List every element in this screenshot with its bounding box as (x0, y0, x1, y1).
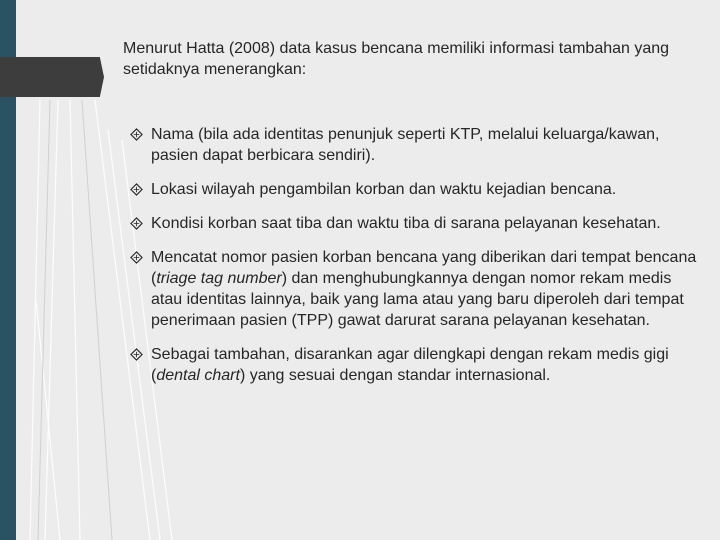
diamond-outline-icon (130, 348, 143, 361)
bullet-text: Kondisi korban saat tiba dan waktu tiba di sarana pelayanan kesehatan. (151, 215, 661, 232)
bullet-item (130, 247, 700, 331)
bullet-item (130, 124, 700, 166)
italic-term: triage tag number (156, 270, 282, 287)
bullet-text: Sebagai tambahan, disarankan agar dilengkapi dengan rekam medis gigi (dental chart) yang sesuai dengan standar internasional. (151, 346, 669, 384)
bullet-text: Lokasi wilayah pengambilan korban dan waktu kejadian bencana. (151, 181, 617, 198)
bullet-item (130, 179, 700, 200)
diamond-outline-icon (130, 251, 143, 264)
diamond-outline-icon (130, 183, 143, 196)
diamond-outline-icon (130, 128, 143, 141)
italic-term: dental chart (156, 367, 240, 384)
bullet-item (130, 213, 700, 234)
bullet-text: Nama (bila ada identitas penunjuk seperti KTP, melalui keluarga/kawan, pasien dapat berbicara sendiri). (151, 126, 660, 164)
bullet-item (130, 344, 700, 386)
slide-title: Menurut Hatta (2008) data kasus bencana memiliki informasi tambahan yang setidaknya menerangkan: (123, 40, 670, 78)
bullet-list (130, 124, 700, 399)
title-tab (0, 57, 104, 97)
diamond-outline-icon (130, 217, 143, 230)
bullet-text: Mencatat nomor pasien korban bencana yang diberikan dari tempat bencana (triage tag number) dan menghubungkannya dengan nomor rekam medis atau identitas lainnya, baik yang lama atau yang baru diperoleh dari tempat penerimaan pasien (TPP) gawat darurat sarana pelayanan kesehatan. (151, 249, 697, 329)
